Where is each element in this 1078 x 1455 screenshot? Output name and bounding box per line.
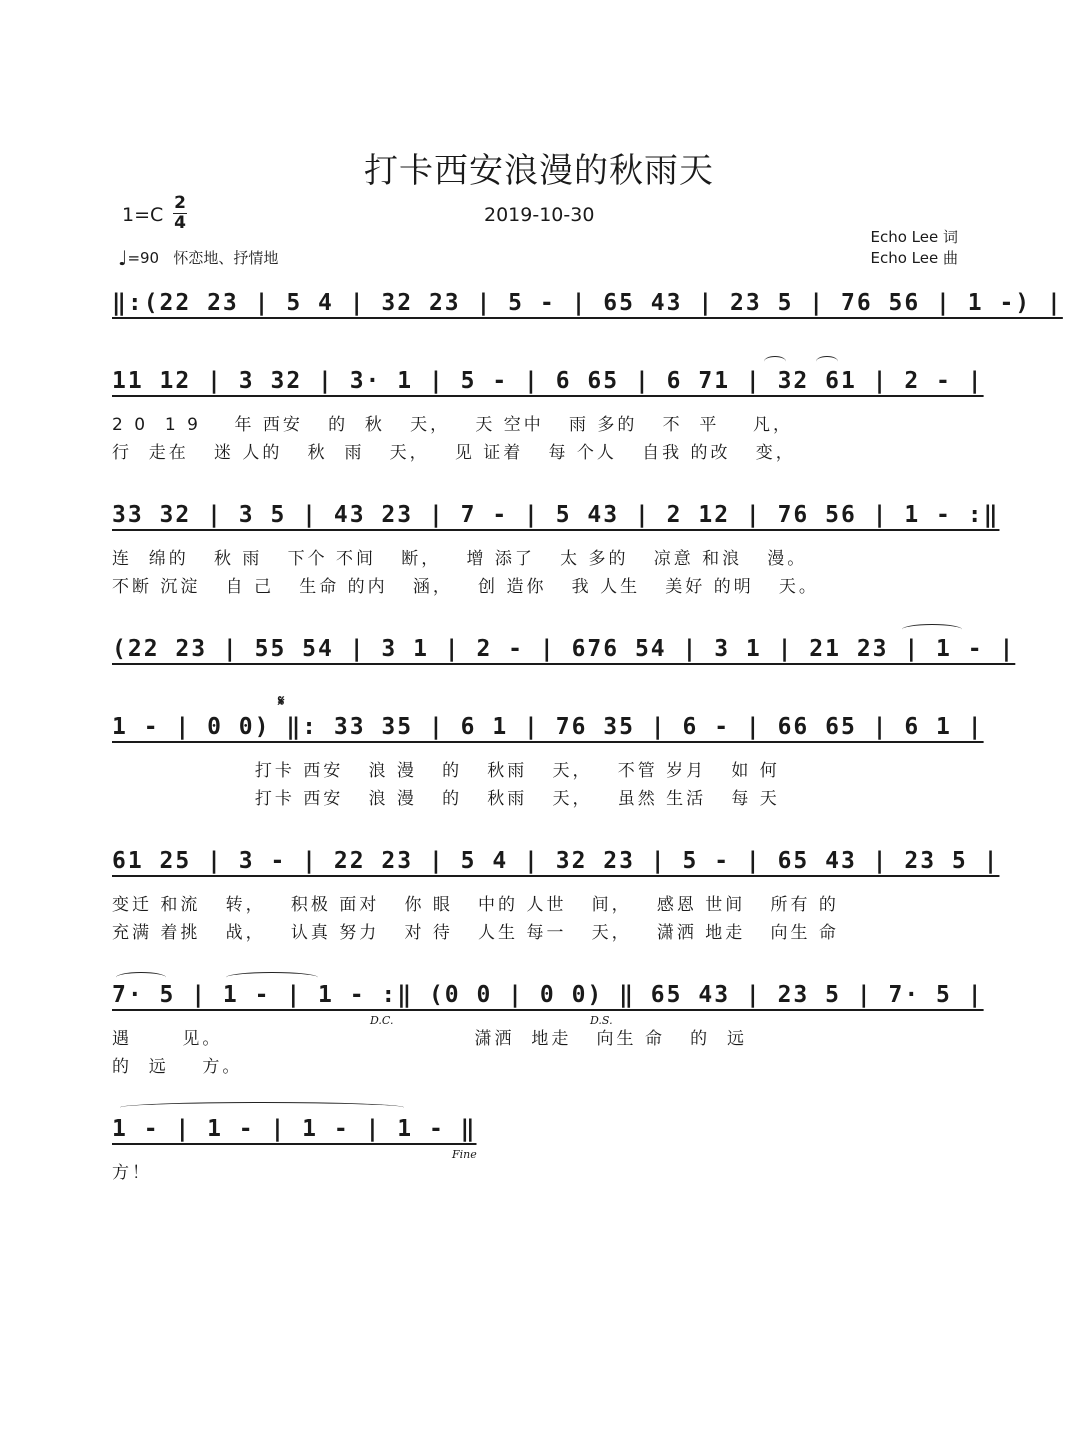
fine-marking: Fine (452, 1148, 477, 1161)
tie (902, 624, 962, 635)
date: 2019-10-30 (484, 204, 595, 226)
notation-line: 7· 5 | 1 - | 1 - :‖ (0 0 | 0 0) ‖ 65 43 | 23 5 | 7· 5 | (112, 982, 984, 1008)
notation-line: 11 12 | 3 32 | 3· 1 | 5 - | 6 65 | 6 71 | 32 61 | 2 - | (112, 368, 984, 394)
lyric-line-1: 变迁 和流 转， 积极 面对 你 眼 中的 人世 间， 感恩 世间 所有 的 (112, 895, 839, 915)
notation-line: ‖:(22 23 | 5 4 | 32 23 | 5 - | 65 43 | 23 5 | 76 56 | 1 -) | (112, 290, 1063, 316)
lyric-line-2: 的 远 方。 (112, 1057, 243, 1077)
lyric-line-2: 打卡 西安 浪 漫 的 秋雨 天， 虽然 生活 每 天 (112, 789, 780, 809)
notation-line: 1 - | 1 - | 1 - | 1 - ‖ (112, 1116, 477, 1142)
lyric-line-2: 行 走在 迷 人的 秋 雨 天， 见 证着 每 个人 自我 的改 变， (112, 443, 796, 463)
time-signature-bottom: 4 (174, 213, 186, 233)
song-title: 打卡西安浪漫的秋雨天 (364, 151, 714, 191)
time-signature-top: 2 (174, 193, 186, 213)
notation-line: (22 23 | 55 54 | 3 1 | 2 - | 676 54 | 3 1 | 21 23 | 1 - | (112, 636, 1016, 662)
notation-line: 1 - | 0 0) ‖: 33 35 | 6 1 | 76 35 | 6 - | 66 65 | 6 1 | (112, 714, 984, 740)
segno-icon: 𝄋 (278, 692, 285, 710)
lyric-line-2: 不断 沉淀 自 己 生命 的内 涵， 创 造你 我 人生 美好 的明 天。 (112, 577, 819, 597)
quarter-note-icon: ♩ (118, 246, 128, 270)
expression-text: 怀恋地、抒情地 (173, 249, 279, 267)
lyric-line-1: 连 绵的 秋 雨 下个 不间 断， 增 添了 太 多的 凉意 和浪 漫。 (112, 549, 808, 569)
time-signature (172, 194, 188, 233)
ds-marking: D.S. (590, 1014, 613, 1027)
lyric-line-1: 方！ (112, 1163, 152, 1183)
composer: Echo Lee 曲 (870, 249, 958, 267)
lyricist: Echo Lee 词 (870, 228, 958, 246)
notation-line: 33 32 | 3 5 | 43 23 | 7 - | 5 43 | 2 12 | 76 56 | 1 - :‖ (112, 502, 1000, 528)
lyric-line-1: 2 0 1 9 年 西安 的 秋 天， 天 空中 雨 多的 不 平 凡， (112, 415, 793, 435)
lyric-line-1: 遇 见。 潇洒 地走 向生 命 的 远 (112, 1029, 747, 1049)
tie (120, 1102, 404, 1113)
dc-marking: D.C. (370, 1014, 394, 1027)
lyric-line-2: 充满 着挑 战， 认真 努力 对 待 人生 每一 天， 潇洒 地走 向生 命 (112, 923, 839, 943)
slur (764, 356, 786, 367)
slur (816, 356, 838, 367)
lyric-line-1: 打卡 西安 浪 漫 的 秋雨 天， 不管 岁月 如 何 (112, 761, 780, 781)
key-signature: 1=C (122, 204, 164, 226)
tempo-value: =90 (127, 249, 160, 267)
notation-line: 61 25 | 3 - | 22 23 | 5 4 | 32 23 | 5 - | 65 43 | 23 5 | (112, 848, 1000, 874)
tempo-marking (118, 246, 278, 270)
